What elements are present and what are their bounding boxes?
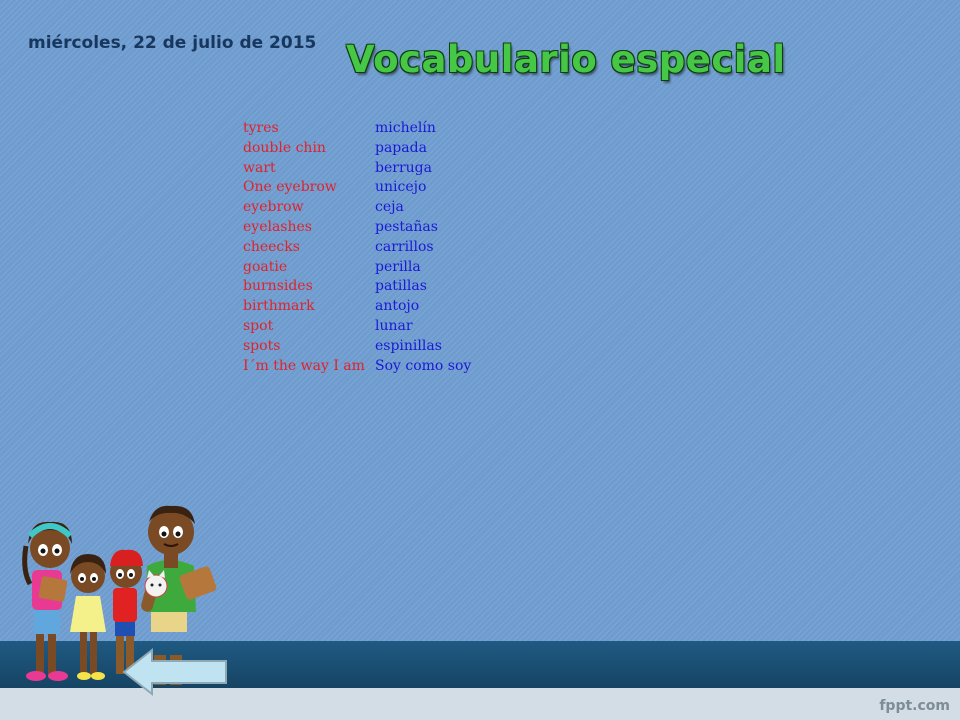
- english-term: goatie: [243, 258, 288, 275]
- table-row: [243, 277, 471, 297]
- date-label: miércoles, 22 de julio de 2015: [28, 33, 317, 53]
- english-term: wart: [243, 159, 276, 176]
- english-term: birthmark: [243, 298, 315, 315]
- english-term: eyelashes: [243, 218, 312, 235]
- table-row: [243, 337, 471, 357]
- back-arrow-icon[interactable]: [120, 646, 230, 698]
- english-term: spots: [243, 337, 281, 354]
- spanish-term: ceja: [375, 199, 404, 216]
- table-row: [243, 297, 471, 317]
- spanish-term: berruga: [375, 159, 432, 176]
- english-term: One eyebrow: [243, 179, 337, 196]
- english-term: tyres: [243, 120, 279, 136]
- english-term: double chin: [243, 139, 326, 156]
- spanish-term: espinillas: [375, 337, 442, 354]
- table-row: [243, 317, 471, 337]
- spanish-term: unicejo: [375, 179, 427, 196]
- tall-girl-figure: [25, 522, 72, 681]
- spanish-term: papada: [375, 139, 427, 156]
- spanish-term: perilla: [375, 258, 421, 275]
- english-term: spot: [243, 317, 274, 334]
- table-row: [243, 258, 471, 278]
- english-term: cheecks: [243, 238, 300, 255]
- table-row: [243, 238, 471, 258]
- brand-label: fppt.com: [879, 698, 950, 714]
- spanish-term: michelín: [375, 120, 436, 136]
- table-row: [243, 198, 471, 218]
- vocabulary-table: [243, 119, 471, 376]
- table-row: [243, 218, 471, 238]
- english-term: eyebrow: [243, 199, 304, 216]
- table-row: [243, 119, 471, 139]
- table-row: [243, 159, 471, 179]
- spanish-term: Soy como soy: [375, 357, 472, 374]
- spanish-term: patillas: [375, 278, 427, 295]
- english-term: I´m the way I am: [243, 357, 365, 374]
- table-row: [243, 178, 471, 198]
- table-row: [243, 357, 471, 377]
- spanish-term: carrillos: [375, 238, 434, 255]
- english-term: burnsides: [243, 278, 313, 295]
- spanish-term: lunar: [375, 317, 413, 334]
- girl-figure: [70, 554, 106, 680]
- spanish-term: pestañas: [375, 218, 438, 235]
- slide-title: Vocabulario especial: [346, 38, 786, 81]
- spanish-term: antojo: [375, 298, 420, 315]
- table-row: [243, 139, 471, 159]
